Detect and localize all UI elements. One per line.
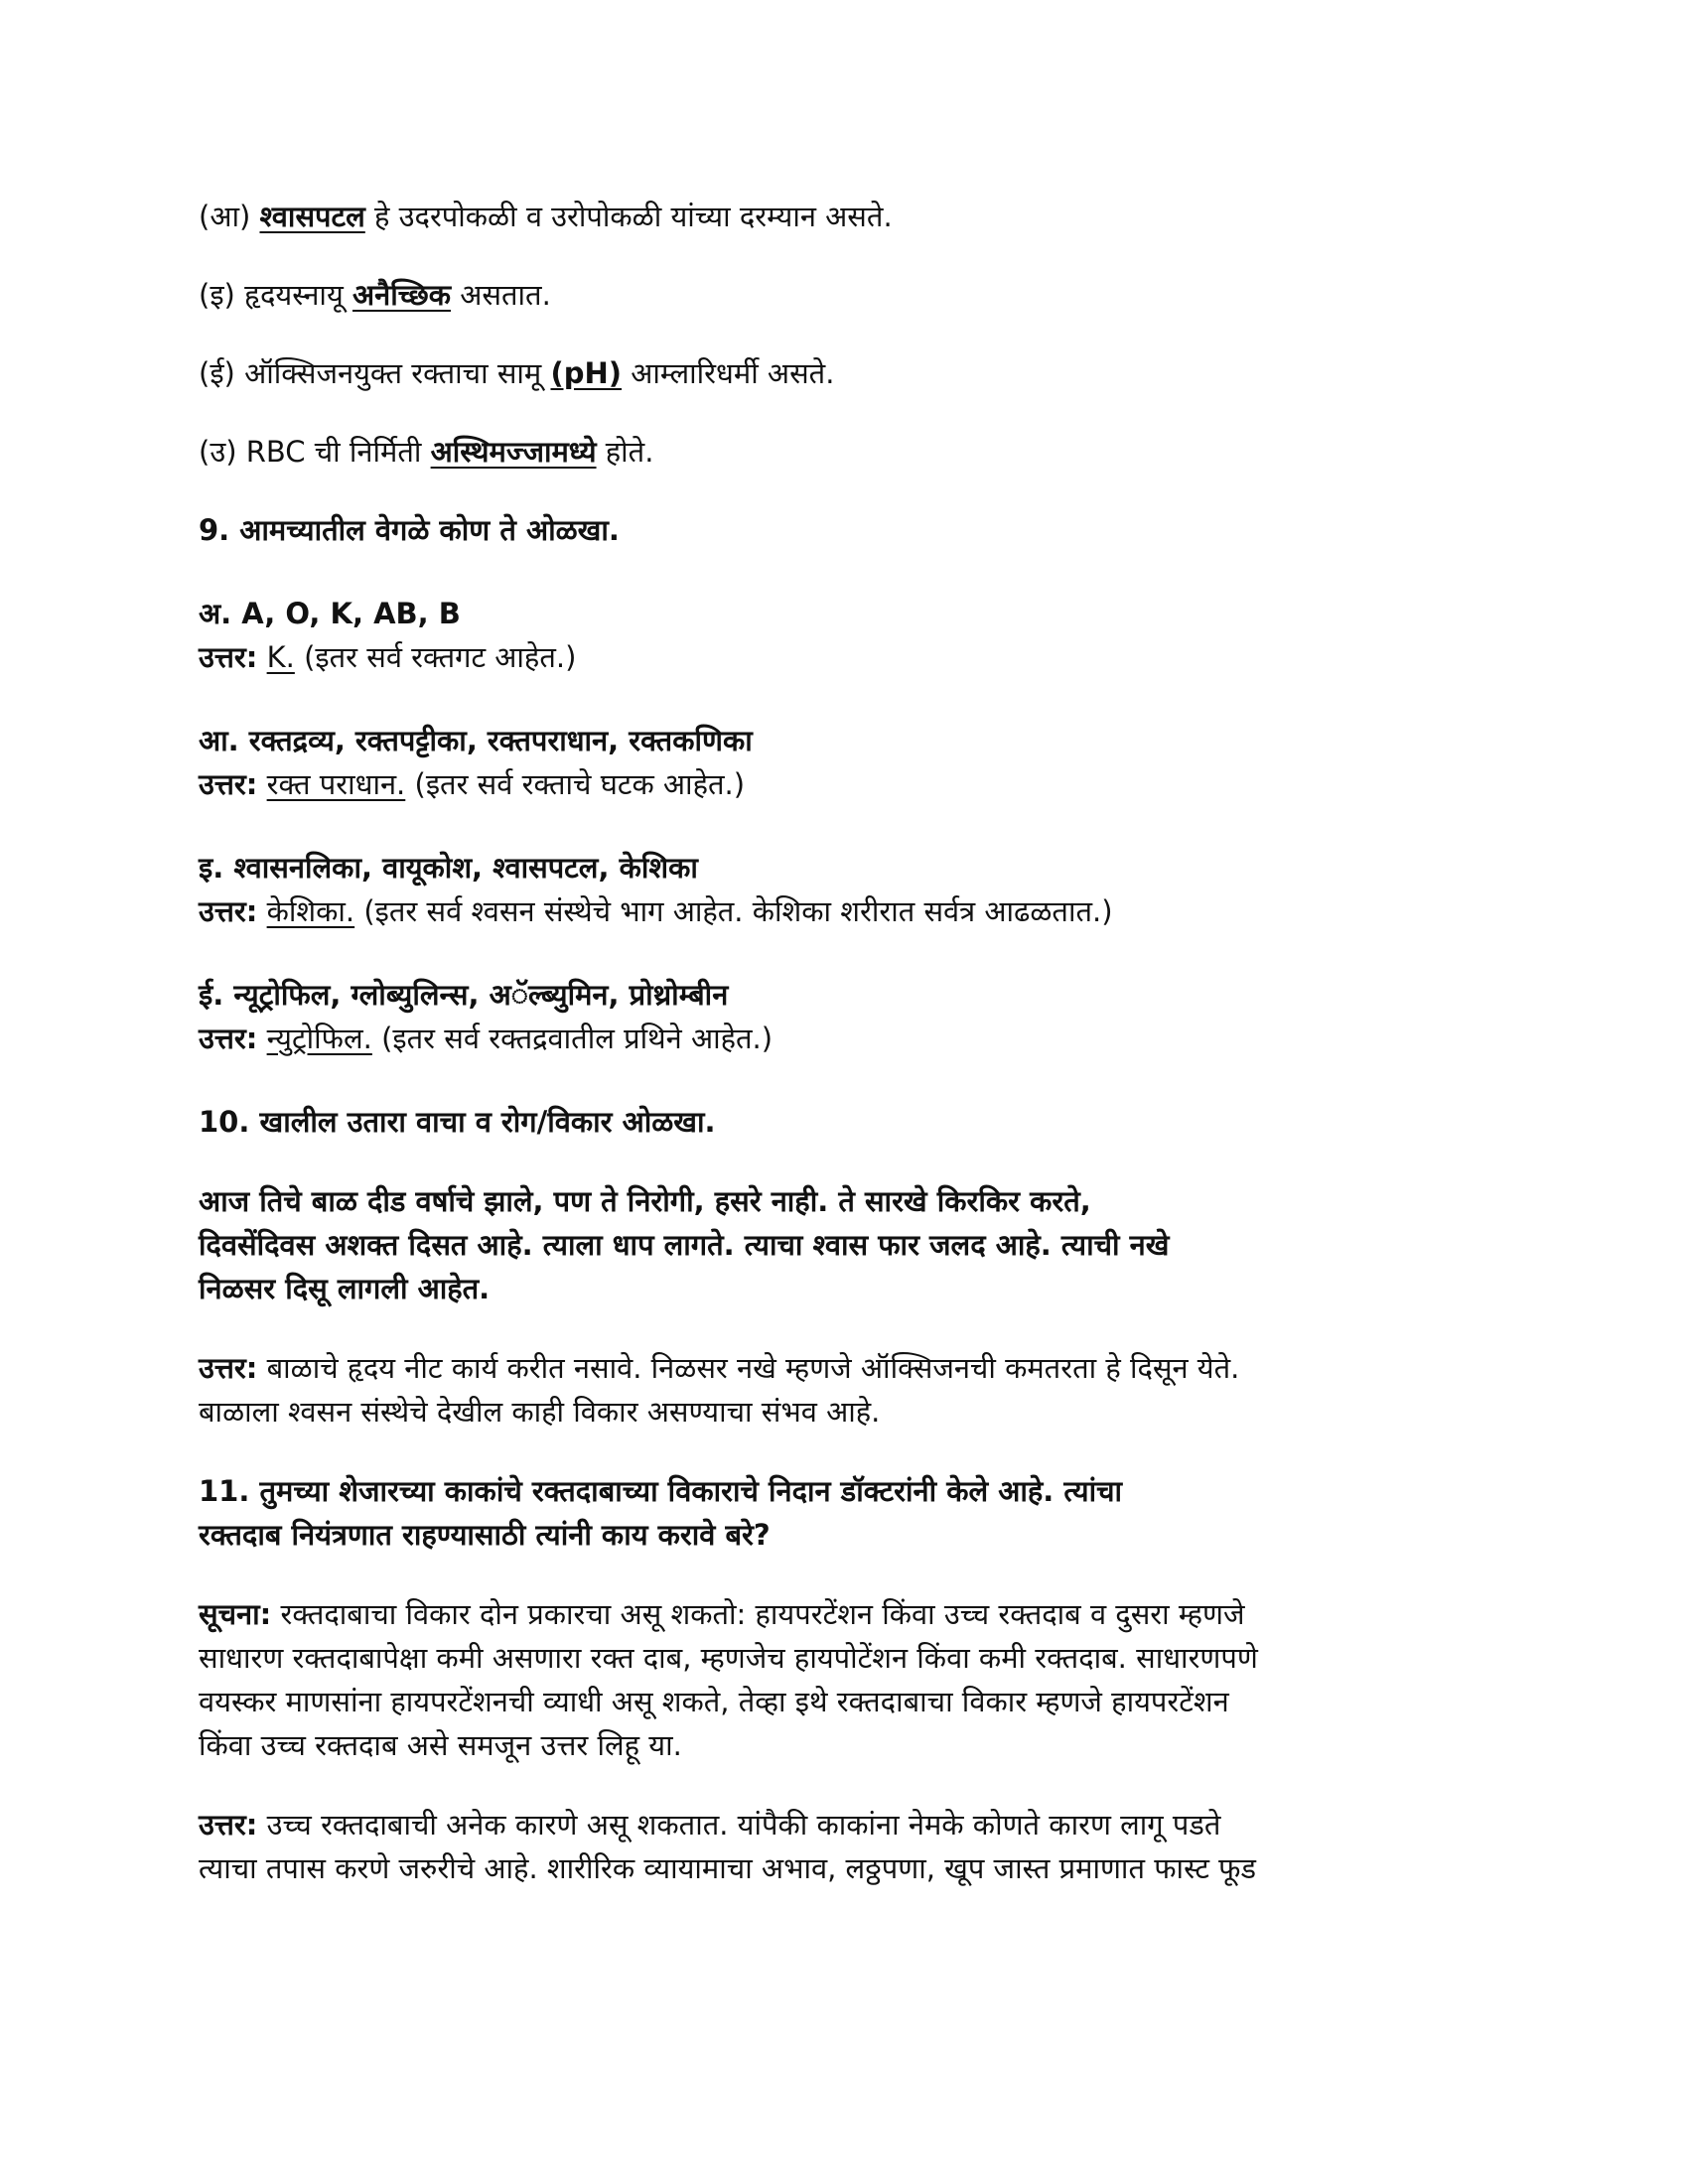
answer-block xyxy=(199,1346,1489,1433)
answer-line: बाळाला श्वसन संस्थेचे देखील काही विकार असण्याचा संभव आहे. xyxy=(199,1395,881,1429)
question-heading: 10. खालील उतारा वाचा व रोग/विकार ओळखा. xyxy=(199,1105,716,1139)
answer-text: रक्त पराधान. xyxy=(266,767,406,801)
item-prefix: (ई) ऑक्सिजनयुक्त रक्ताचा सामू xyxy=(199,356,551,390)
item-prefix: (इ) हृदयस्नायू xyxy=(199,278,352,312)
answer-label: उत्तर: xyxy=(199,1351,258,1385)
item-suffix: असतात. xyxy=(451,278,551,312)
heading-line: 11. तुमच्या शेजारच्या काकांचे रक्तदाबाच्या विकाराचे निदान डॉक्टरांनी केले आहे. त्यांचा xyxy=(199,1474,1123,1508)
answer-note: (इतर सर्व रक्तगट आहेत.) xyxy=(294,640,577,674)
answer-label: उत्तर: xyxy=(199,894,258,928)
item-suffix: आम्लारिधर्मी असते. xyxy=(622,356,835,390)
note-text: रक्तदाबाचा विकार दोन प्रकारचा असू शकतो: हायपरटेंशन किंवा उच्च रक्तदाब व दुसरा म्हणजे xyxy=(271,1597,1245,1631)
odd-one-out-item xyxy=(199,592,1489,679)
fill-blank-item xyxy=(199,195,1489,238)
question-10-section xyxy=(199,1100,1489,1433)
answer-note: (इतर सर्व रक्ताचे घटक आहेत.) xyxy=(405,767,746,801)
answer-note: (इतर सर्व रक्तद्रवातील प्रथिने आहेत.) xyxy=(371,1022,774,1055)
note-block xyxy=(199,1592,1489,1767)
odd-one-out-item xyxy=(199,719,1489,806)
answer-text: बाळाचे हृदय नीट कार्य करीत नसावे. निळसर नखे म्हणजे ऑक्सिजनची कमतरता हे दिसून येते. xyxy=(257,1351,1240,1385)
answer-label: उत्तर: xyxy=(199,1022,258,1055)
answer-block xyxy=(199,1803,1489,1890)
item-answer xyxy=(199,889,1489,933)
item-answer xyxy=(199,1017,1489,1060)
item-suffix: हे उदरपोकळी व उरोपोकळी यांच्या दरम्यान असते. xyxy=(364,200,893,233)
item-prefix: (उ) RBC ची निर्मिती xyxy=(199,435,431,469)
question-heading: 9. आमच्यातील वेगळे कोण ते ओळखा. xyxy=(199,513,620,547)
item-keyword: (pH) xyxy=(550,356,623,390)
item-question: इ. श्वासनलिका, वायूकोश, श्वासपटल, केशिका xyxy=(199,851,698,885)
passage-line: दिवसेंदिवस अशक्त दिसत आहे. त्याला धाप लागते. त्याचा श्वास फार जलद आहे. त्याची नखे xyxy=(199,1228,1170,1262)
answer-text: केशिका. xyxy=(266,894,355,928)
answer-text: उच्च रक्तदाबाची अनेक कारणे असू शकतात. यांपैकी काकांना नेमके कोणते कारण लागू पडते xyxy=(257,1808,1221,1842)
heading-line: रक्तदाब नियंत्रणात राहण्यासाठी त्यांनी काय करावे बरे? xyxy=(199,1518,771,1552)
answer-label: उत्तर: xyxy=(199,640,258,674)
item-suffix: होते. xyxy=(596,435,654,469)
answer-label: उत्तर: xyxy=(199,1808,258,1842)
item-answer xyxy=(199,762,1489,806)
answer-label: उत्तर: xyxy=(199,767,258,801)
item-keyword: श्वासपटल xyxy=(259,200,365,233)
item-question: आ. रक्तद्रव्य, रक्तपट्टीका, रक्तपराधान, रक्तकणिका xyxy=(199,724,753,757)
question-heading xyxy=(199,1469,1489,1557)
item-question: अ. A, O, K, AB, B xyxy=(199,597,461,630)
odd-one-out-item xyxy=(199,846,1489,933)
odd-one-out-item xyxy=(199,973,1489,1060)
fill-blank-item xyxy=(199,430,1489,474)
answer-text: न्युट्रोफिल. xyxy=(266,1022,372,1055)
answer-line xyxy=(199,1346,1489,1390)
item-answer xyxy=(199,635,1489,679)
answer-note: (इतर सर्व श्वसन संस्थेचे भाग आहेत. केशिका शरीरात सर्वत्र आढळतात.) xyxy=(354,894,1113,928)
note-line: वयस्कर माणसांना हायपरटेंशनची व्याधी असू शकते, तेव्हा इथे रक्तदाबाचा विकार म्हणजे हायपरटेंशन xyxy=(199,1685,1229,1718)
item-keyword: अनैच्छिक xyxy=(352,278,452,312)
fill-blank-item xyxy=(199,273,1489,317)
item-question: ई. न्यूट्रोफिल, ग्लोब्युलिन्स, अॅल्ब्युमिन, प्रोथ्रोम्बीन xyxy=(199,978,729,1012)
passage-line: निळसर दिसू लागली आहेत. xyxy=(199,1272,491,1305)
question-9-section xyxy=(199,508,1489,1060)
note-line xyxy=(199,1592,1489,1636)
document-page xyxy=(199,195,1489,1890)
question-11-section xyxy=(199,1469,1489,1890)
passage xyxy=(199,1179,1489,1310)
note-line: किंवा उच्च रक्तदाब असे समजून उत्तर लिहू या. xyxy=(199,1728,682,1762)
note-label: सूचना: xyxy=(199,1597,272,1631)
item-keyword: अस्थिमज्जामध्ये xyxy=(430,435,597,469)
answer-text: K. xyxy=(266,640,295,674)
fill-blanks-section xyxy=(199,195,1489,474)
answer-line xyxy=(199,1803,1489,1846)
note-line: साधारण रक्तदाबापेक्षा कमी असणारा रक्त दाब, म्हणजेच हायपोटेंशन किंवा कमी रक्तदाब. साधारणपणे xyxy=(199,1641,1258,1675)
item-prefix: (आ) xyxy=(199,200,260,233)
fill-blank-item xyxy=(199,351,1489,395)
passage-line: आज तिचे बाळ दीड वर्षाचे झाले, पण ते निरोगी, हसरे नाही. ते सारखे किरकिर करते, xyxy=(199,1184,1091,1218)
answer-line: त्याचा तपास करणे जरुरीचे आहे. शारीरिक व्यायामाचा अभाव, लठ्ठपणा, खूप जास्त प्रमाणात फास्ट फूड xyxy=(199,1851,1257,1885)
